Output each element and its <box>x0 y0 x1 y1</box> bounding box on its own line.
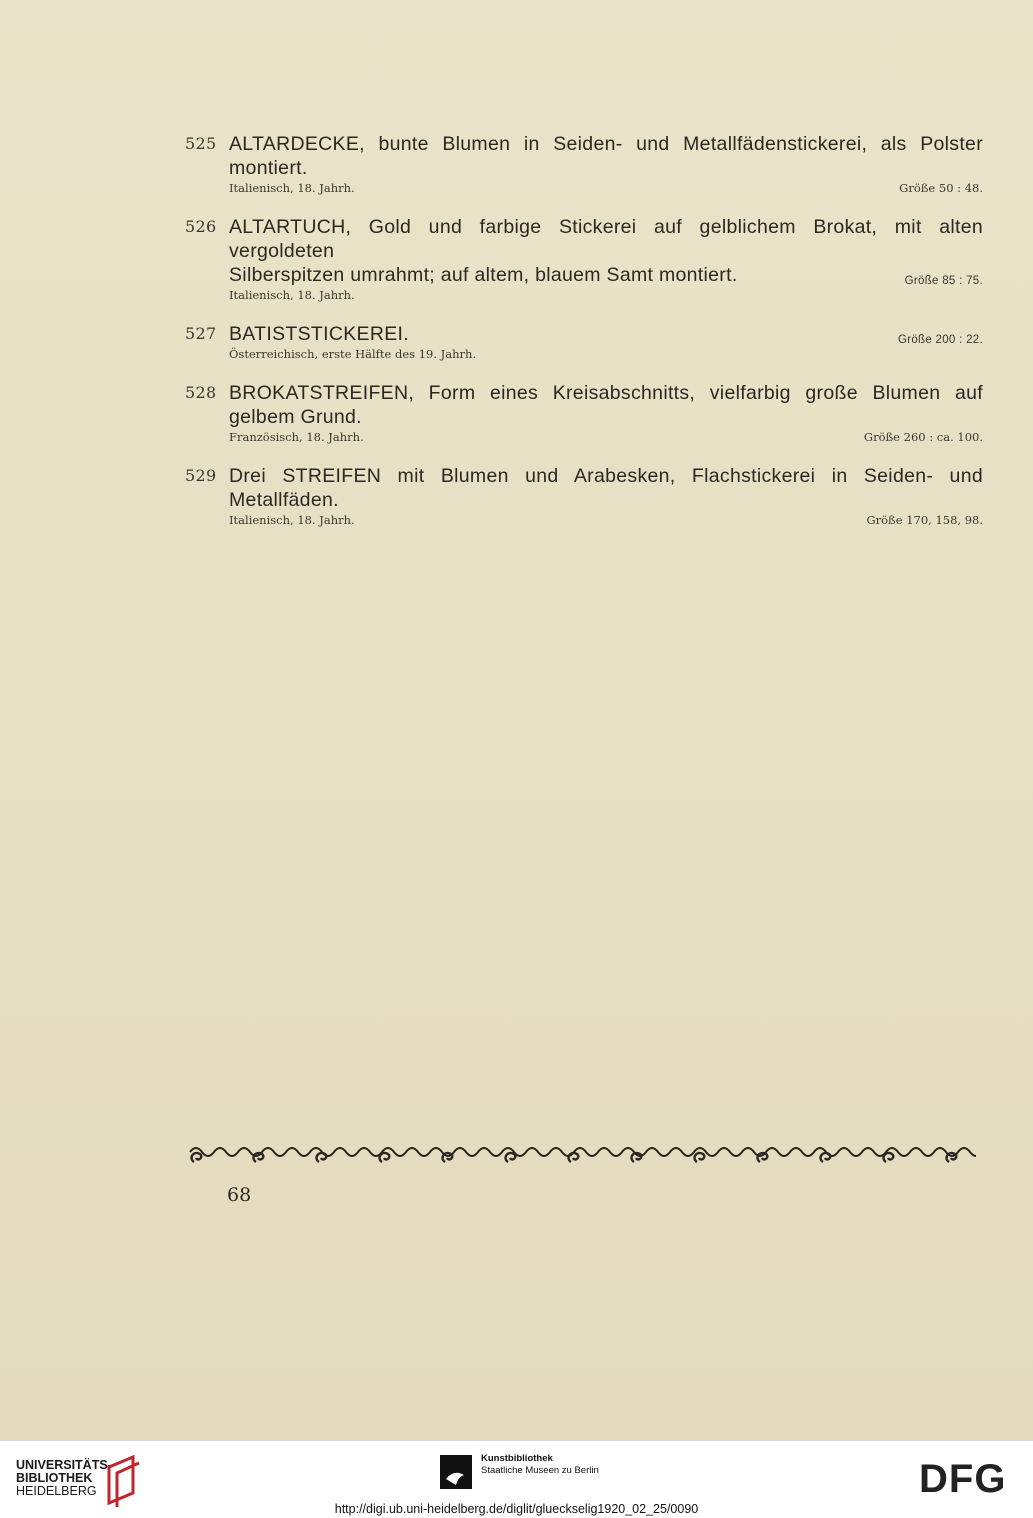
entry-origin: Französisch, 18. Jahrh. <box>229 430 364 444</box>
entry-size: Größe 200 : 22. <box>897 334 983 346</box>
entry-number: 529 <box>185 466 217 485</box>
ub-logo-mark-icon <box>103 1453 143 1509</box>
entry-title: BROKATSTREIFEN, Form eines Kreisabschnitts, vielfarbig große Blumen auf gelbem Grund. <box>229 382 983 428</box>
kb-line: Staatliche Museen zu Berlin <box>481 1465 599 1476</box>
entry-origin: Österreichisch, erste Hälfte des 19. Jahrh. <box>229 347 477 361</box>
entry-title: ALTARTUCH, Gold und farbige Stickerei auf gelblichem Brokat, mit alten vergoldeten <box>229 216 983 262</box>
catalog-entry-526 <box>185 215 983 303</box>
ub-heidelberg-logo[interactable] <box>16 1459 112 1498</box>
page-number: 68 <box>227 1184 252 1206</box>
ornament-divider <box>186 1142 976 1168</box>
catalog-entry-527 <box>185 322 983 362</box>
catalog-entry-528 <box>185 381 983 445</box>
entry-origin: Italienisch, 18. Jahrh. <box>229 513 355 527</box>
entry-title: BATISTSTICKEREI. <box>229 323 409 345</box>
entry-number: 527 <box>185 324 217 343</box>
entry-size: Größe 85 : 75. <box>904 275 983 287</box>
kunstbibliothek-text[interactable] <box>481 1453 599 1477</box>
entry-title: ALTARDECKE, bunte Blumen in Seiden- und Metallfädenstickerei, als Polster montiert. <box>229 133 983 179</box>
entry-size: Größe 260 : ca. 100. <box>863 430 983 444</box>
entry-origin: Italienisch, 18. Jahrh. <box>229 288 355 302</box>
permalink-url[interactable]: http://digi.ub.uni-heidelberg.de/diglit/glueckselig1920_02_25/0090 <box>334 1502 699 1516</box>
kunstbibliothek-logo-icon <box>440 1455 472 1489</box>
catalog-entries <box>185 132 983 547</box>
ub-logo-line: BIBLIOTHEK <box>16 1471 93 1485</box>
entry-number: 528 <box>185 383 217 402</box>
ub-logo-line: UNIVERSITÄTS- <box>16 1458 112 1472</box>
ub-logo-line: HEIDELBERG <box>16 1484 97 1498</box>
entry-origin: Italienisch, 18. Jahrh. <box>229 181 355 195</box>
entry-number: 526 <box>185 217 217 236</box>
entry-size: Größe 170, 158, 98. <box>866 513 983 527</box>
dfg-logo[interactable]: DFG <box>919 1457 1007 1501</box>
kb-line: Kunstbibliothek <box>481 1453 553 1464</box>
entry-title: Drei STREIFEN mit Blumen und Arabesken, Flachstickerei in Seiden- und Metallfäden. <box>229 465 983 511</box>
entry-title-continued: Silberspitzen umrahmt; auf altem, blauem Samt montiert. <box>229 264 738 286</box>
footer-bar <box>0 1440 1033 1518</box>
catalog-entry-529 <box>185 464 983 528</box>
entry-number: 525 <box>185 134 217 153</box>
catalog-entry-525 <box>185 132 983 196</box>
entry-size: Größe 50 : 48. <box>899 181 983 195</box>
